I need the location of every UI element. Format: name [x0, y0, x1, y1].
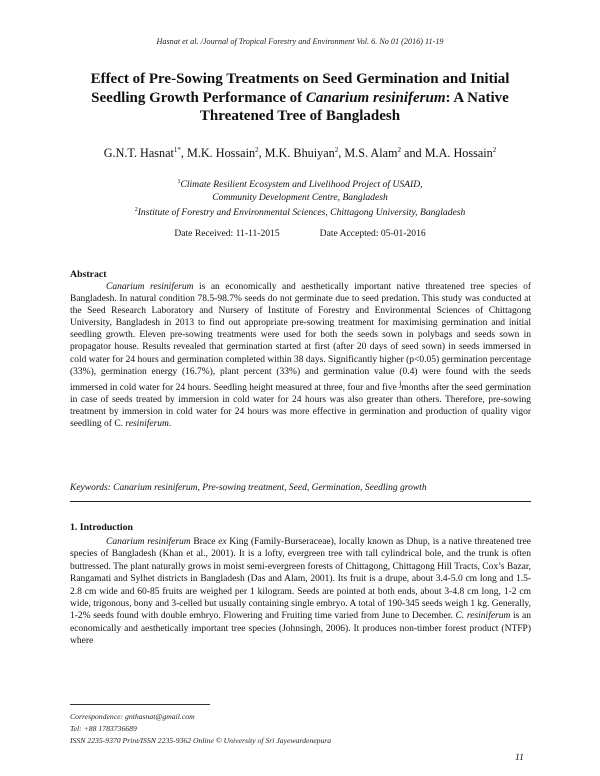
- abstract-text-2: months after the seed germination in case of seeds treated by immersion in cold water for 24 hours was also greater than others. Therefore, pre-sowing treatment by immersion in cold water for 24 hours was more effective in germination and production of quality vigor seedling of C.: [70, 382, 531, 430]
- title-line-2-start: Seedling Growth Performance of: [91, 89, 306, 106]
- affil-mark: 1: [177, 179, 181, 185]
- date-accepted: Date Accepted: 05-01-2016: [319, 228, 426, 239]
- intro-species: Canarium resiniferum: [106, 537, 191, 547]
- running-head: Hasnat et al. /Journal of Tropical Forestry and Environment Vol. 6. No 01 (2016) 11-19: [156, 37, 444, 46]
- author-name: G.N.T. Hasnat: [103, 146, 174, 161]
- article-title: [60, 70, 540, 126]
- affiliations: [0, 176, 600, 220]
- affil-mark: 2: [134, 207, 138, 214]
- author-affil-mark: 2: [397, 146, 401, 154]
- intro-text-1: Brace: [190, 537, 219, 547]
- correspondence-phone: Tel: +88 1783736689: [70, 724, 137, 733]
- affil-2: Institute of Forestry and Environmental Sciences, Chittagong University, Bangladesh: [137, 207, 466, 219]
- title-line-2-end: : A Native: [445, 89, 509, 106]
- author-name: M.S. Alam: [344, 146, 398, 161]
- author-name: M.K. Hossain: [187, 146, 256, 161]
- keywords-divider: [70, 501, 531, 502]
- title-line-3: Threatened Tree of Bangladesh: [199, 108, 401, 124]
- issn-line: ISSN 2235-9370 Print/ISSN 2235-9362 Online © University of Sri Jayewardenepura: [70, 736, 332, 745]
- abstract-species: Canarium resiniferum: [106, 282, 194, 292]
- author-affil-mark: 2: [255, 146, 259, 154]
- abstract-body: [70, 281, 531, 430]
- introduction-heading: 1. Introduction: [70, 522, 133, 533]
- article-dates: [0, 228, 600, 239]
- intro-ex: ex: [218, 537, 227, 547]
- author-name: M.K. Bhuiyan: [264, 146, 335, 161]
- introduction-body: [70, 536, 531, 648]
- date-received: Date Received: 11-11-2015: [174, 228, 280, 239]
- title-line-1: Effect of Pre-Sowing Treatments on Seed Germination and Initial: [90, 71, 510, 87]
- abstract-heading: Abstract: [70, 269, 107, 280]
- author-name: M.A. Hossain: [424, 146, 493, 161]
- author-affil-mark: 2: [492, 146, 497, 154]
- abstract-species-end: resiniferum: [125, 419, 169, 430]
- intro-text-2: King (Family-Burseraceae), locally known as Dhup, is a native threatened tree species of Bangladesh (Khan et al., 2001). It is a lofty, evergreen tree with tall cylindrical bole, and the trunk is often buttressed. The plant naturally grows in moist semi-evergreen forests of Chittagong, Chittagong Hill Tracts, Cox’s Bazar, Rangamati and Sylhet districts in Bangladesh (Das and Alam, 2001). Its fruit is a drupe, about 3.4-5.0 cm long and 1.5-2.8 cm wide and 60-85 fruits are weighed per 1 kilogram. Seeds are pointed at both ends, about 3-4.8 cm long, 1-2 cm wide, trigonous, bony and 3-celled but usually containing single embryo. A total of 190-345 seeds weigh 1 kg. Generally, 1-2% seeds found with double embryo. Flowering and Fruiting time varied from June to December.: [70, 537, 531, 622]
- keywords: Keywords: Canarium resiniferum, Pre-sowing treatment, Seed, Germination, Seedling growth: [70, 483, 427, 493]
- affil-1-line-2: Community Development Centre, Bangladesh: [212, 191, 388, 203]
- abstract-period: .: [168, 419, 172, 430]
- author-affil-mark: 1*: [173, 146, 181, 154]
- abstract-superscript: j: [399, 378, 402, 388]
- author-list: G.N.T. Hasnat$^{1*}$, M.K. Hossain$^2$, M.K. Bhuiyan$^2$, M.S. Alam$^2$ and M.A. Hossain$^2$: [103, 146, 497, 161]
- page-number: 11: [515, 752, 524, 763]
- affil-1-line-1: Climate Resilient Ecosystem and Livelihood Project of USAID,: [180, 179, 423, 191]
- title-species: Canarium resiniferum: [305, 89, 446, 106]
- abstract-text-1: is an economically and aesthetically important native threatened tree species of Bangladesh. In natural condition 78.5-98.7% seeds do not germinate due to seed predation. This study was conducted at the Seed Research Laboratory and Nursery of Institute of Forestry and Environmental Sciences of Chittagong University, Bangladesh in 2013 to find out appropriate pre-sowing treatment for maximising germination and initial seedling growth. Eleven pre-sowing treatments were used for both the seeds sown in polybags and seeds sown in propagator house. Results revealed that germination started at first (after 20 days of seed sown) in seeds immersed in cold water for 24 hours and germination completed within 38 days. Significantly higher (p<0.05) germination percentage (33%), germination energy (16.7%), plant percent (33%) and germination value (0.4) were found with the seeds immersed in cold water for 24 hours. Seedling height measured at three, four and five: [70, 282, 532, 393]
- intro-species-2: C. resiniferum: [455, 611, 511, 622]
- author-affil-mark: 2: [334, 146, 339, 154]
- correspondence-email: Correspondence: gnthasnat@gmail.com: [70, 712, 195, 721]
- intro-text-3: is an economically and aesthetically important tree species (Johnsingh, 2006). It produces non-timber forest product (NTFP) where: [70, 611, 531, 647]
- footnote-divider: [70, 704, 210, 705]
